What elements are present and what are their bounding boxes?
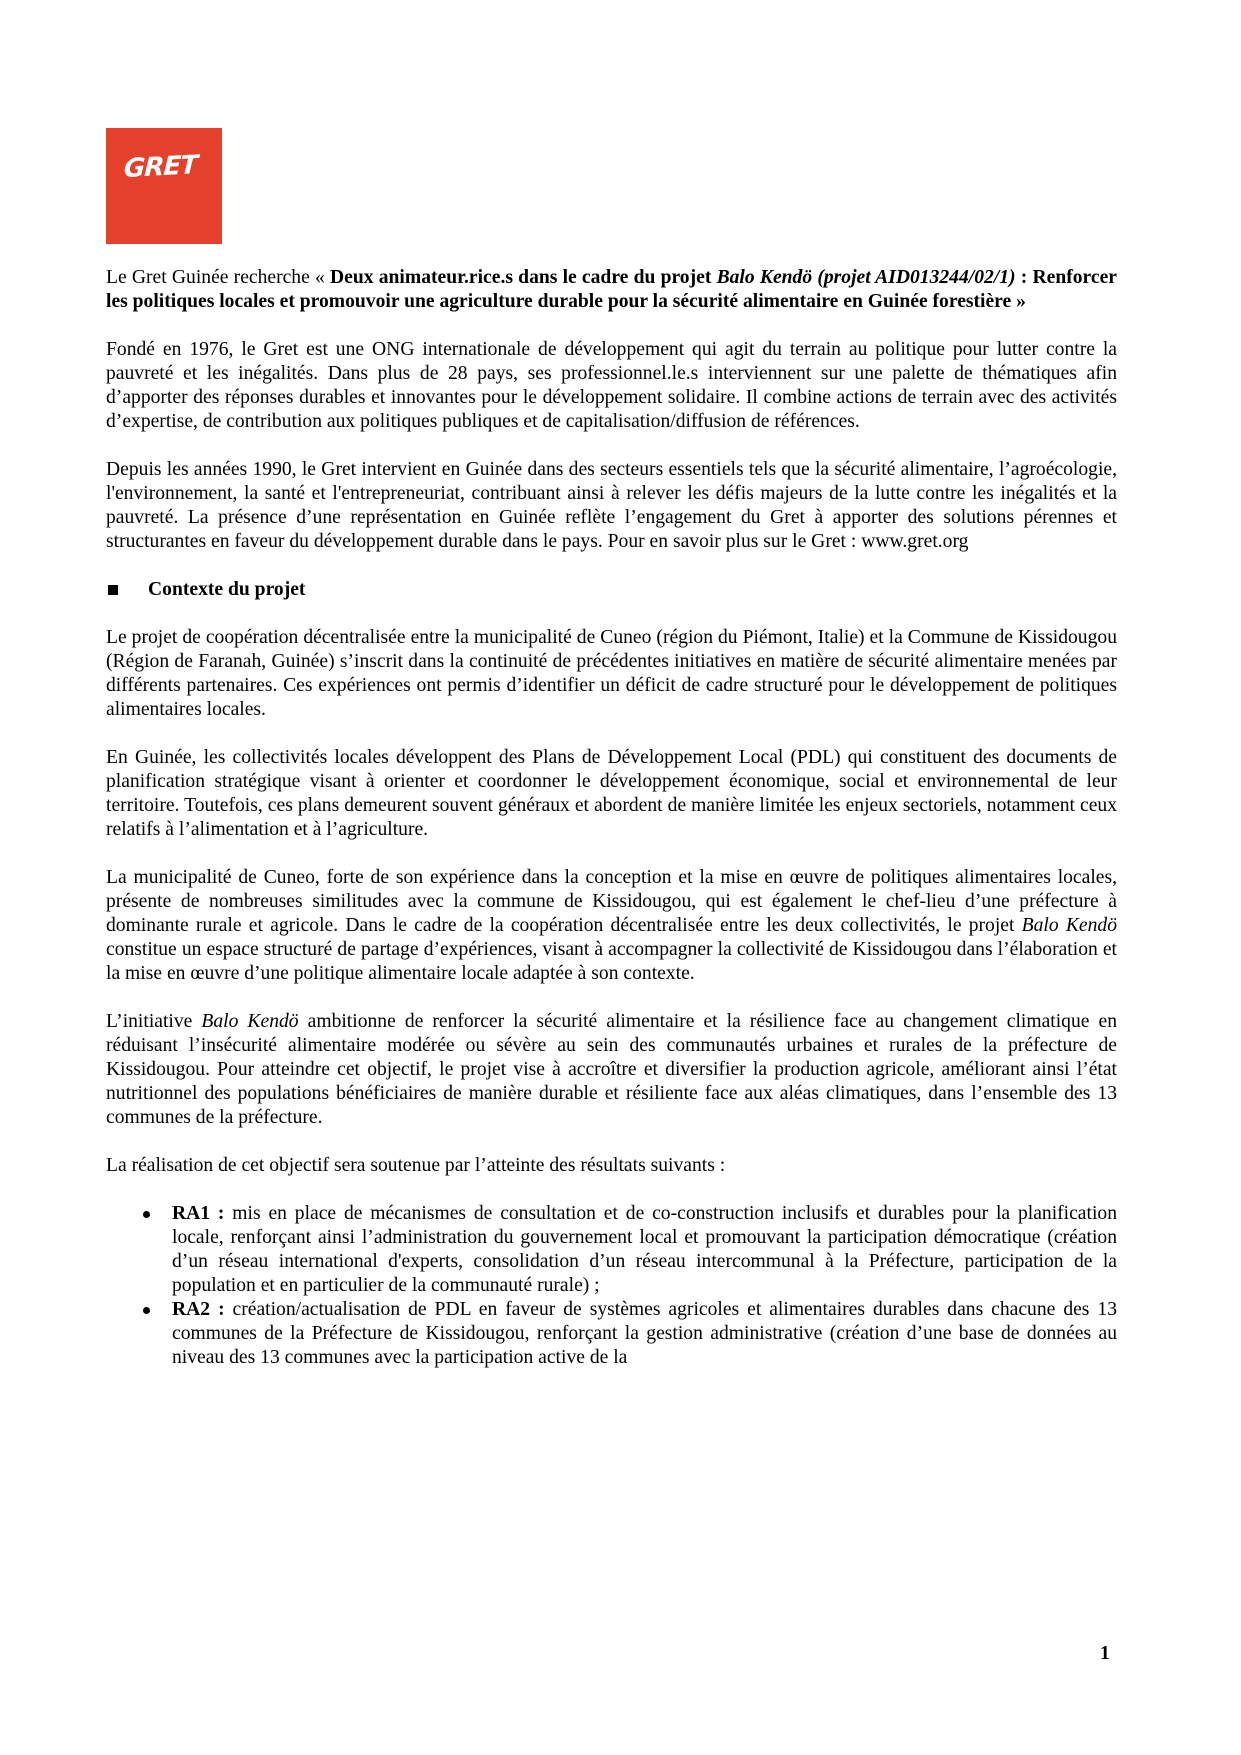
- about-gret-paragraph: Fondé en 1976, le Gret est une ONG internationale de développement qui agit du terrain au politique pour lutter contre la pauvreté et les inégalités. Dans plus de 28 pays, ses professionnel.le.s interviennent sur une palette de thématiques afin d’apporter des réponses durables et innovantes pour le développement solidaire. Il combine actions de terrain avec des activités d’expertise, de contribution aux politiques publiques et de capitalisation/diffusion de références.: [106, 339, 1117, 432]
- results-list: [106, 1202, 1117, 1370]
- gret-logo: [106, 128, 222, 244]
- section-heading-context: [106, 578, 1117, 602]
- job-title-part1: Deux animateur.rice.s dans le cadre du projet: [330, 267, 717, 288]
- list-item: [172, 1202, 1117, 1298]
- results-intro: La réalisation de cet objectif sera soutenue par l’atteinte des résultats suivants :: [106, 1155, 726, 1176]
- section-heading-text: Contexte du projet: [148, 579, 306, 600]
- bullet-icon: [143, 1307, 150, 1314]
- document-body: [106, 266, 1117, 1370]
- context-paragraph-2: En Guinée, les collectivités locales développent des Plans de Développement Local (PDL) qui constituent des documents de planification stratégique visant à orienter et coordonner le développement économique, social et environnemental de leur territoire. Toutefois, ces plans demeurent souvent généraux et abordent de manière limitée les enjeux sectoriels, notamment ceux relatifs à l’alimentation et à l’agriculture.: [106, 747, 1117, 840]
- project-name: Balo Kendö (projet AID013244/02/1): [716, 267, 1016, 288]
- project-name-italic: Balo Kendö: [201, 1011, 299, 1032]
- square-bullet-icon: [108, 585, 118, 595]
- result-label: RA1 :: [172, 1203, 225, 1224]
- bullet-icon: [143, 1211, 150, 1218]
- context-paragraph-4: L’initiative Balo Kendö ambitionne de renforcer la sécurité alimentaire et la résilience face au changement climatique en réduisant l’insécurité alimentaire modérée ou sévère au sein des communautés urbaines et rurales de la préfecture de Kissidougou. Pour atteindre cet objectif, le projet vise à accroître et diversifier la production agricole, améliorant ainsi l’état nutritionnel des populations bénéficiaires de manière durable et résiliente face aux aléas climatiques, dans l’ensemble des 13 communes de la préfecture.: [106, 1011, 1117, 1128]
- result-text: mis en place de mécanismes de consultation et de co-construction inclusifs et durables pour la planification locale, renforçant ainsi l’administration du gouvernement local et promouvant la participation démocratique (création d’un réseau international d'experts, consolidation d’un réseau intercommunal à la Préfecture, participation de la population et en particulier de la communauté rurale) ;: [172, 1203, 1117, 1296]
- job-title-part2: : Renforcer les politiques locales et promouvoir une agriculture durable pour la sécurité alimentaire en Guinée forestière »: [106, 267, 1117, 312]
- result-text: création/actualisation de PDL en faveur de systèmes agricoles et alimentaires durables dans chacune des 13 communes de la Préfecture de Kissidougou, renforçant la gestion administrative (création d’une base de données au niveau des 13 communes avec la participation active de la: [172, 1299, 1117, 1368]
- context-paragraph-1: Le projet de coopération décentralisée entre la municipalité de Cuneo (région du Piémont, Italie) et la Commune de Kissidougou (Région de Faranah, Guinée) s’inscrit dans la continuité de précédentes initiatives en matière de sécurité alimentaire menées par différents partenaires. Ces expériences ont permis d’identifier un déficit de cadre structuré pour le développement de politiques alimentaires locales.: [106, 627, 1117, 720]
- page-number: 1: [1100, 1643, 1110, 1664]
- intro-paragraph: [106, 266, 1117, 314]
- gret-guinea-paragraph: Depuis les années 1990, le Gret intervient en Guinée dans des secteurs essentiels tels que la sécurité alimentaire, l’agroécologie, l'environnement, la santé et l'entrepreneuriat, contribuant ainsi à relever les défis majeurs de la lutte contre les inégalités et la pauvreté. La présence d’une représentation en Guinée reflète l’engagement du Gret à apporter des solutions pérennes et structurantes en faveur du développement durable dans le pays. Pour en savoir plus sur le Gret : www.gret.org: [106, 459, 1117, 552]
- intro-prefix: Le Gret Guinée recherche «: [106, 267, 330, 288]
- list-item: [172, 1298, 1117, 1370]
- gret-logo-text: GRET: [123, 150, 198, 185]
- context-paragraph-3: La municipalité de Cuneo, forte de son expérience dans la conception et la mise en œuvre de politiques alimentaires locales, présente de nombreuses similitudes avec la commune de Kissidougou, qui est également le chef-lieu d’une préfecture à dominante rurale et agricole. Dans le cadre de la coopération décentralisée entre les deux collectivités, le projet Balo Kendö constitue un espace structuré de partage d’expériences, visant à accompagner la collectivité de Kissidougou dans l’élaboration et la mise en œuvre d’une politique alimentaire locale adaptée à son contexte.: [106, 867, 1118, 984]
- result-label: RA2 :: [172, 1299, 225, 1320]
- project-name-italic: Balo Kendö: [1021, 915, 1118, 936]
